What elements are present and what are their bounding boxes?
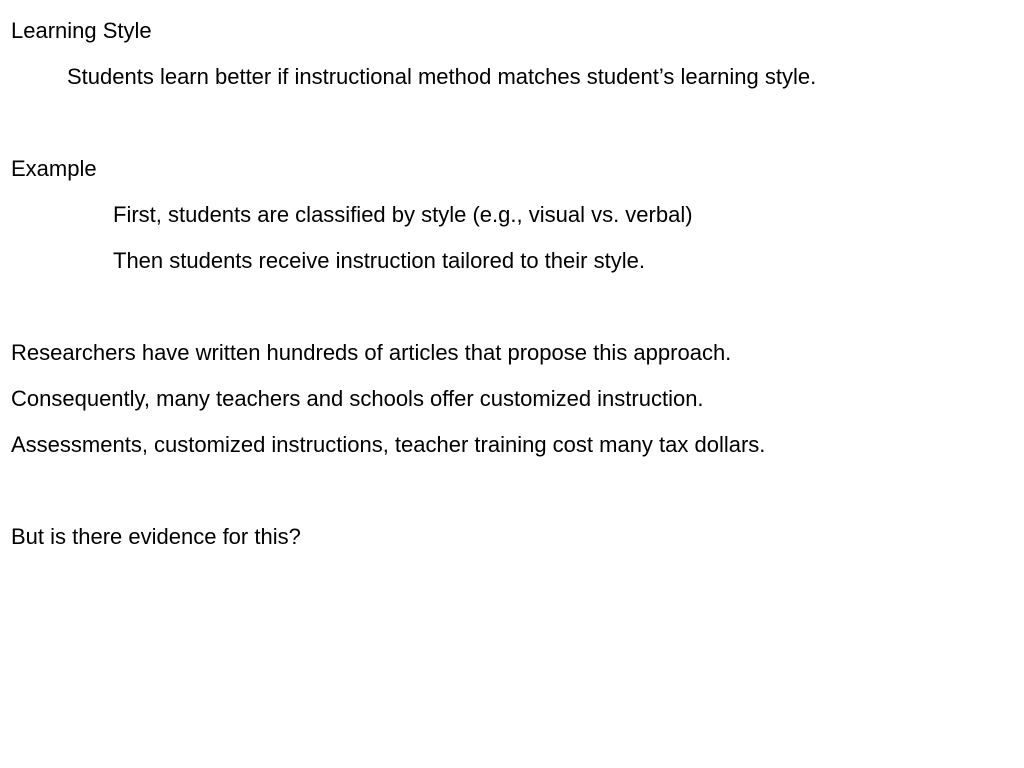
- statement-tax-dollars: Assessments, customized instructions, teacher training cost many tax dollars.: [11, 432, 766, 457]
- example-step-instruction: Then students receive instruction tailored to their style.: [113, 248, 645, 273]
- statement-researchers: Researchers have written hundreds of articles that propose this approach.: [11, 340, 732, 365]
- heading-learning-style: Learning Style: [11, 18, 152, 43]
- question-evidence: But is there evidence for this?: [11, 524, 301, 549]
- learning-style-description: Students learn better if instructional method matches student’s learning style.: [67, 64, 817, 89]
- example-step-classify: First, students are classified by style (e.g., visual vs. verbal): [113, 202, 693, 227]
- heading-example: Example: [11, 156, 97, 181]
- statement-teachers-schools: Consequently, many teachers and schools offer customized instruction.: [11, 386, 704, 411]
